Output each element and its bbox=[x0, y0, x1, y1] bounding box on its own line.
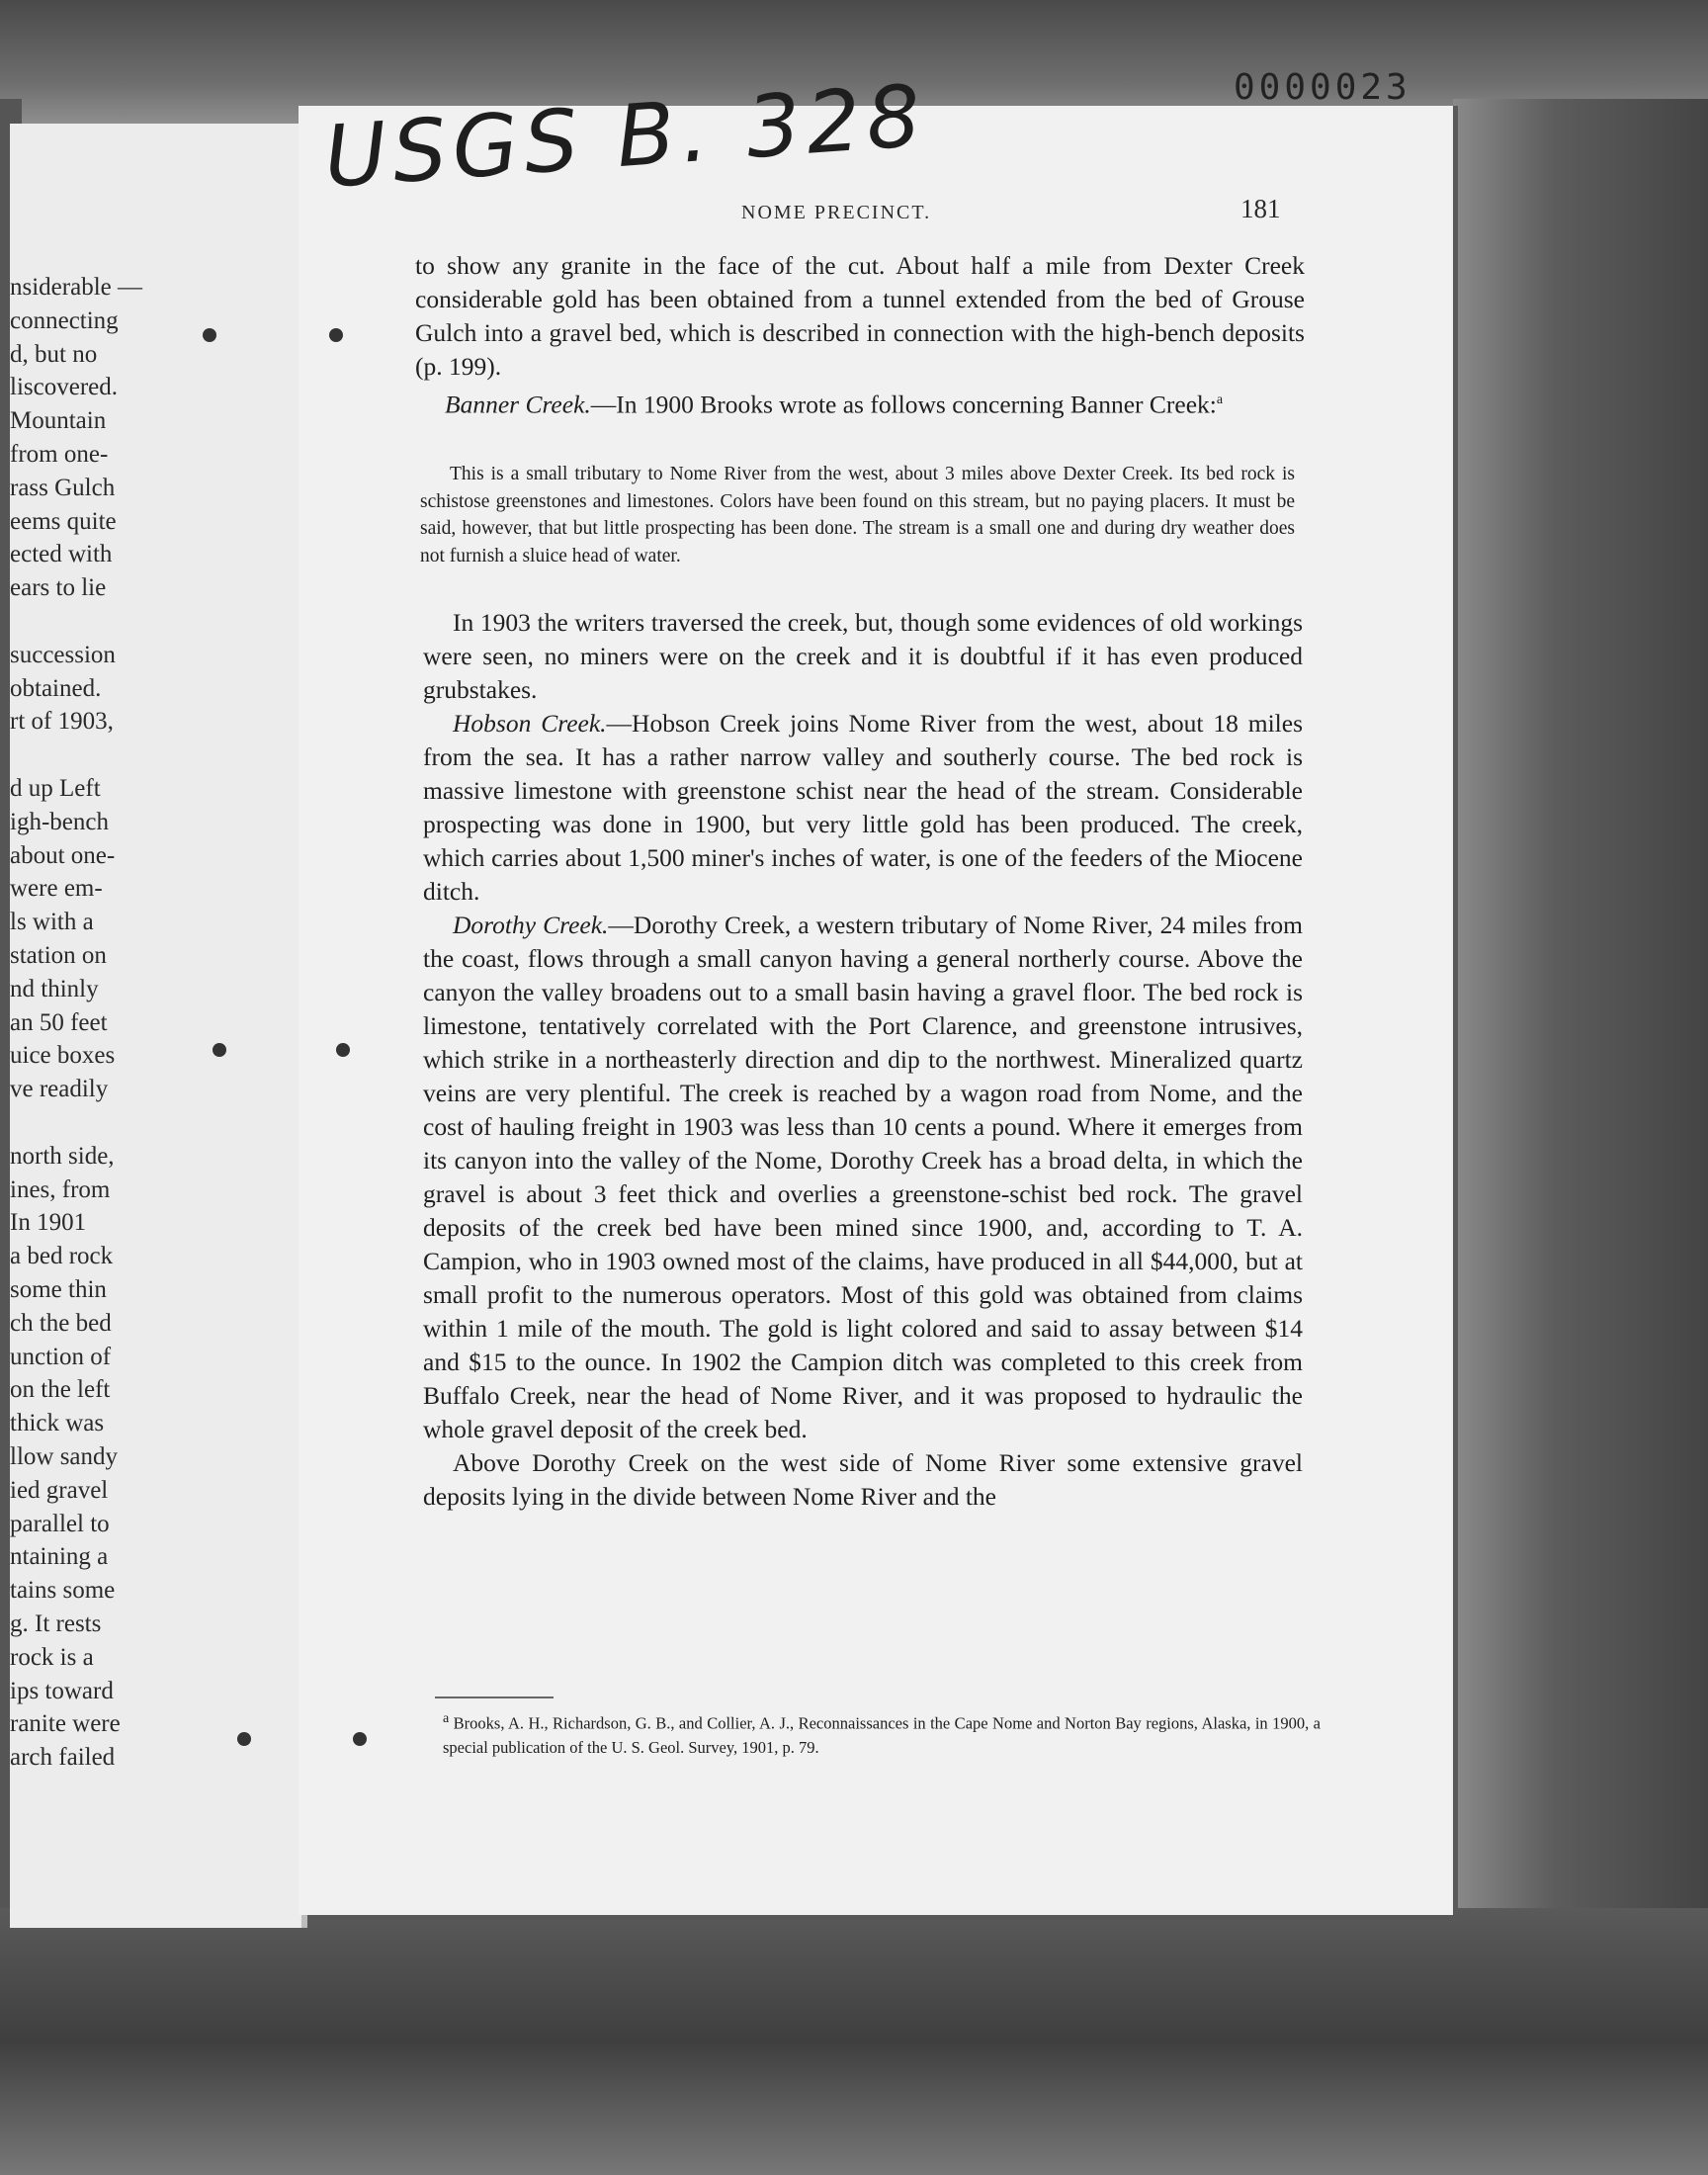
facing-page-line: liscovered. bbox=[10, 374, 118, 401]
facing-page-line: ines, from bbox=[10, 1175, 111, 1203]
facing-page-line: nd thinly bbox=[10, 975, 99, 1002]
paragraph-text: —In 1900 Brooks wrote as follows concerning Banner Creek: bbox=[590, 390, 1217, 419]
facing-page-line: about one- bbox=[10, 841, 116, 869]
footnote-reference: a bbox=[1216, 392, 1224, 407]
facing-page-line: parallel to bbox=[10, 1510, 110, 1537]
facing-page-line: obtained. bbox=[10, 674, 102, 702]
facing-page-line: In 1901 bbox=[10, 1209, 87, 1237]
paragraph-hobson-creek bbox=[423, 707, 1303, 909]
facing-page-line: an 50 feet bbox=[10, 1008, 108, 1036]
facing-page-line: eems quite bbox=[10, 507, 117, 535]
facing-page-line: rt of 1903, bbox=[10, 708, 114, 736]
facing-page-line: ntaining a bbox=[10, 1543, 109, 1571]
facing-page-line: ied gravel bbox=[10, 1476, 109, 1504]
facing-page-line: tains some bbox=[10, 1577, 116, 1605]
binding-hole-mark bbox=[336, 1043, 350, 1057]
facing-page-line: succession bbox=[10, 641, 116, 668]
facing-page-line: nsiderable — bbox=[10, 274, 142, 301]
facing-page-line: some thin bbox=[10, 1276, 107, 1303]
facing-page-line: ls with a bbox=[10, 909, 94, 936]
facing-page-line: ected with bbox=[10, 541, 113, 568]
page-number: 181 bbox=[1240, 194, 1281, 223]
facing-page-line: thick was bbox=[10, 1410, 105, 1437]
facing-page-line: arch failed bbox=[10, 1744, 116, 1772]
paragraph: to show any granite in the face of the cut. About half a mile from Dexter Creek considerable gold has been obtained from a tunnel extended from the bed of Grouse Gulch into a gravel bed, which is described in connection with the high-bench deposits (p. 199). bbox=[415, 251, 1305, 381]
binding-hole-mark bbox=[353, 1732, 367, 1746]
footnote bbox=[443, 1707, 1321, 1760]
document-number-stamp: 0000023 bbox=[1234, 67, 1411, 108]
quote-text: This is a small tributary to Nome River from the west, about 3 miles above Dexter Creek. Its bed rock is schistose greenstones and limestones. Colors have been found on this stream, but no paying placers. It must be said, however, that but little prospecting has been done. The stream is a small one and during dry weather does not furnish a sluice head of water. bbox=[420, 464, 1295, 566]
facing-page-line: g. It rests bbox=[10, 1610, 102, 1637]
facing-page-line: on the left bbox=[10, 1376, 111, 1404]
binding-hole-mark bbox=[237, 1732, 251, 1746]
facing-page-line: a bed rock bbox=[10, 1243, 114, 1270]
block-quote bbox=[420, 461, 1295, 569]
running-header: NOME PRECINCT. bbox=[741, 202, 932, 223]
facing-page-line: d, but no bbox=[10, 340, 98, 368]
facing-page-line: from one- bbox=[10, 441, 109, 468]
facing-page-line: station on bbox=[10, 942, 107, 969]
handwritten-annotation: USGS B. 328 bbox=[321, 66, 930, 208]
facing-page-line: ears to lie bbox=[10, 574, 107, 602]
binding-hole-mark bbox=[203, 328, 216, 342]
scan-background-bottom bbox=[0, 1908, 1708, 2175]
paragraph: Above Dorothy Creek on the west side of Nome River some extensive gravel deposits lying in the divide between Nome River and the bbox=[423, 1448, 1303, 1511]
facing-page-line: were em- bbox=[10, 875, 103, 903]
facing-page-line: ranite were bbox=[10, 1710, 121, 1738]
facing-page-line: d up Left bbox=[10, 775, 101, 802]
footnote-rule bbox=[435, 1696, 554, 1698]
facing-page-fragment bbox=[10, 124, 307, 1928]
facing-page-line: rass Gulch bbox=[10, 474, 116, 501]
paragraph-text: —Dorothy Creek, a western tributary of Nome River, 24 miles from the coast, flows through a small canyon having a general northerly course. Above the canyon the valley broadens out to a small basin having a gravel floor. The bed rock is limestone, tentatively correlated with the Port Clarence, and greenstone intrusives, which strike in a northeasterly direction and dip to the northwest. Mineralized quartz veins are very plentiful. The creek is reached by a wagon road from Nome, and the cost of hauling freight in 1903 was less than 10 cents a pound. Where it emerges from its canyon into the valley of the Nome, Dorothy Creek has a broad delta, in which the gravel is about 3 feet thick and overlies a greenstone-schist bed rock. The gravel deposits of the creek bed have been mined since 1900, and, according to T. A. Campion, who in 1903 owned most of the claims, have produced in all $44,000, but at small profit to the numerous operators. Most of this gold was obtained from claims within 1 mile of the mouth. The gold is light colored and said to assay between $14 and $15 to the ounce. In 1902 the Campion ditch was completed to this creek from Buffalo Creek, near the head of Nome River, and it was proposed to hydraulic the whole gravel deposit of the creek bed. bbox=[423, 911, 1303, 1443]
body-text-top bbox=[415, 249, 1305, 422]
facing-page-line: connecting bbox=[10, 306, 119, 334]
facing-page-line: rock is a bbox=[10, 1643, 94, 1671]
paragraph-dorothy-creek bbox=[423, 909, 1303, 1446]
facing-page-line: ch the bed bbox=[10, 1309, 112, 1337]
section-heading: Hobson Creek. bbox=[453, 709, 607, 738]
section-heading: Dorothy Creek. bbox=[453, 911, 609, 939]
facing-page-line: Mountain bbox=[10, 407, 107, 435]
binding-hole-mark bbox=[213, 1043, 226, 1057]
facing-page-line: uice boxes bbox=[10, 1042, 116, 1070]
facing-page-line: ve readily bbox=[10, 1076, 109, 1103]
paragraph-text: —Hobson Creek joins Nome River from the west, about 18 miles from the sea. It has a rather narrow valley and southerly course. The bed rock is massive limestone with greenstone schist near the head of the stream. Considerable prospecting was done in 1900, but very little gold has been produced. The creek, which carries about 1,500 miner's inches of water, is one of the feeders of the Miocene ditch. bbox=[423, 709, 1303, 906]
section-heading: Banner Creek. bbox=[445, 390, 591, 419]
footnote-text: Brooks, A. H., Richardson, G. B., and Collier, A. J., Reconnaissances in the Cape Nome and Norton Bay regions, Alaska, in 1900, a special publication of the U. S. Geol. Survey, 1901, p. 79. bbox=[443, 1713, 1321, 1757]
binding-hole-mark bbox=[329, 328, 343, 342]
footnote-mark: a bbox=[443, 1711, 450, 1726]
paragraph: In 1903 the writers traversed the creek, but, though some evidences of old workings were seen, no miners were on the creek and it is doubtful if it has even produced grubstakes. bbox=[423, 608, 1303, 704]
facing-page-line: ips toward bbox=[10, 1677, 114, 1704]
facing-page-line: north side, bbox=[10, 1142, 115, 1170]
facing-page-line: llow sandy bbox=[10, 1443, 119, 1470]
facing-page-line: unction of bbox=[10, 1343, 112, 1370]
body-text-main bbox=[423, 606, 1303, 1514]
paragraph-banner-creek bbox=[415, 384, 1305, 422]
scan-background-right bbox=[1453, 99, 1708, 1938]
facing-page-line: igh-bench bbox=[10, 808, 109, 835]
